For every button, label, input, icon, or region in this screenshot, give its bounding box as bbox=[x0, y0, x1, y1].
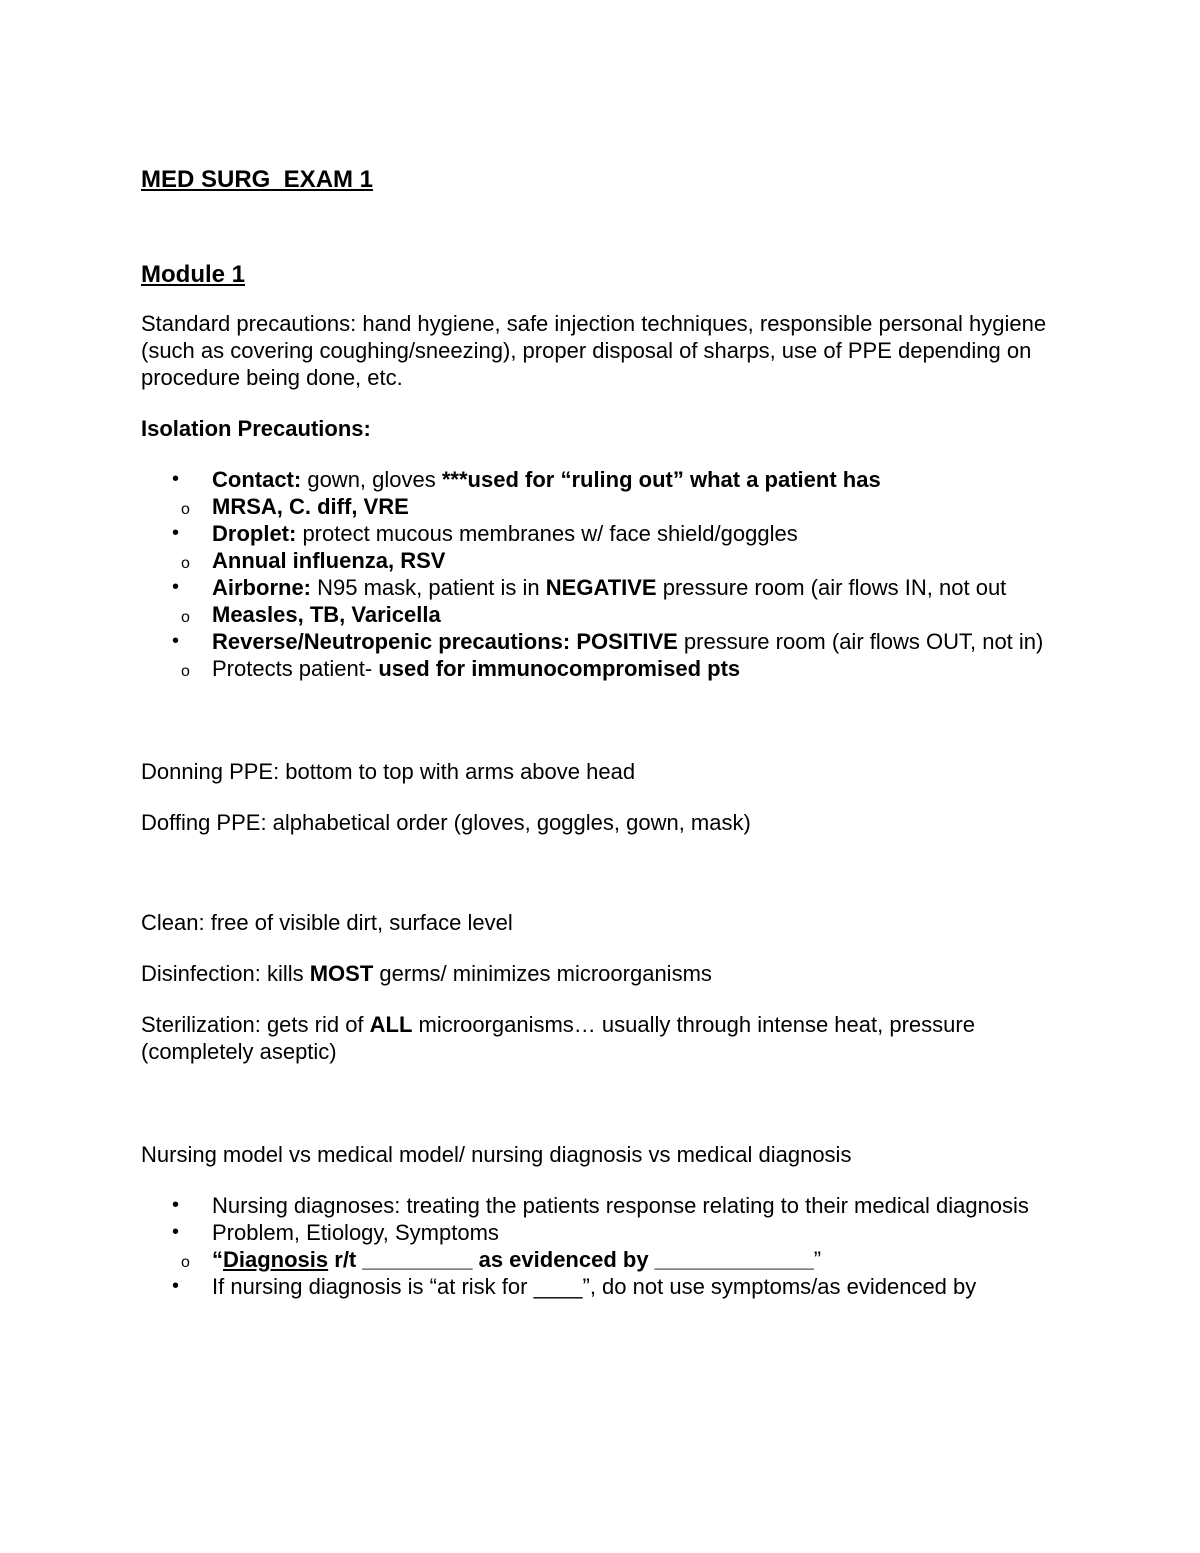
sublist-item-contact: o MRSA, C. diff, VRE bbox=[141, 493, 1061, 520]
list-item-pes: • Problem, Etiology, Symptoms o “Diagnosis r/t _________ as evidenced by _____________” bbox=[141, 1219, 1061, 1273]
document-page bbox=[141, 166, 1061, 1300]
list-item-contact: • Contact: gown, gloves ***used for “ruling out” what a patient has o MRSA, C. diff, VRE bbox=[141, 466, 1061, 520]
isolation-list bbox=[141, 466, 1061, 682]
clean-paragraph: Clean: free of visible dirt, surface level bbox=[141, 910, 513, 935]
document-title: MED SURG EXAM 1 bbox=[141, 166, 374, 193]
nursing-model-paragraph: Nursing model vs medical model/ nursing diagnosis vs medical diagnosis bbox=[141, 1142, 852, 1167]
nursing-list bbox=[141, 1192, 1061, 1300]
sublist-item-droplet: o Annual influenza, RSV bbox=[141, 547, 1061, 574]
list-item-airborne: • Airborne: N95 mask, patient is in NEGATIVE pressure room (air flows IN, not out o Measles, TB, Varicella bbox=[141, 574, 1061, 628]
sublist-item-reverse: o Protects patient- used for immunocompromised pts bbox=[141, 655, 1061, 682]
list-item-at-risk: • If nursing diagnosis is “at risk for ____”, do not use symptoms/as evidenced by bbox=[141, 1273, 1061, 1300]
list-item-droplet: • Droplet: protect mucous membranes w/ face shield/goggles o Annual influenza, RSV bbox=[141, 520, 1061, 574]
list-item-nursing-diagnoses: • Nursing diagnoses: treating the patients response relating to their medical diagnosis bbox=[141, 1192, 1061, 1219]
isolation-heading: Isolation Precautions: bbox=[141, 416, 371, 441]
module-heading: Module 1 bbox=[141, 261, 246, 288]
doffing-paragraph: Doffing PPE: alphabetical order (gloves, goggles, gown, mask) bbox=[141, 810, 751, 835]
sublist-item-diagnosis-format: o “Diagnosis r/t _________ as evidenced by _____________” bbox=[141, 1246, 1061, 1273]
donning-paragraph: Donning PPE: bottom to top with arms above head bbox=[141, 759, 636, 784]
standard-precautions-paragraph: Standard precautions: hand hygiene, safe injection techniques, responsible personal hygiene (such as covering coughing/sneezing), proper disposal of sharps, use of PPE depending on procedure being done, etc. bbox=[141, 311, 1047, 390]
disinfection-paragraph: Disinfection: kills MOST germs/ minimizes microorganisms bbox=[141, 961, 712, 986]
list-item-reverse: • Reverse/Neutropenic precautions: POSITIVE pressure room (air flows OUT, not in) o Protects patient- used for immunocompromised pts bbox=[141, 628, 1061, 682]
sublist-item-airborne: o Measles, TB, Varicella bbox=[141, 601, 1061, 628]
sterilization-paragraph: Sterilization: gets rid of ALL microorganisms… usually through intense heat, pressure (completely aseptic) bbox=[141, 1012, 975, 1064]
